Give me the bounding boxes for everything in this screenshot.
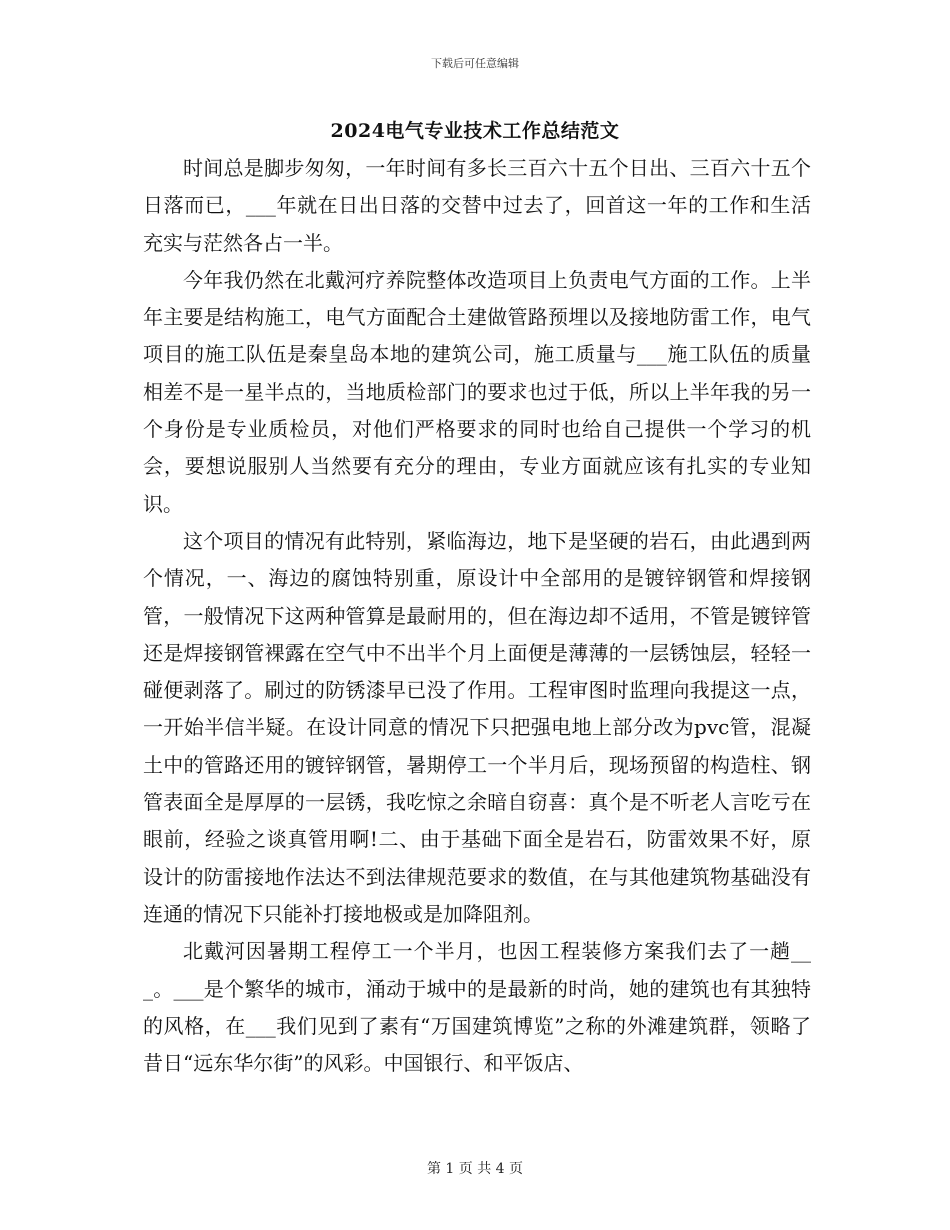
body-paragraph: 这个项目的情况有此特别，紧临海边，地下是坚硬的岩石，由此遇到两个情况，一、海边的腐蚀特别重，原设计中全部用的是镀锌钢管和焊接钢管，一般情况下这两种管算是最耐用的，但在海边却不适用，不管是镀锌管还是焊接钢管裸露在空气中不出半个月上面便是薄薄的一层锈蚀层，轻轻一碰便剥落了。刷过的防锈漆早已没了作用。工程审图时监理向我提这一点，一开始半信半疑。在设计同意的情况下只把强电地上部分改为pvc管，混凝土中的管路还用的镀锌钢管，暑期停工一个半月后，现场预留的构造柱、钢管表面全是厚厚的一层锈，我吃惊之余暗自窃喜：真个是不听老人言吃亏在眼前，经验之谈真管用啊!二、由于基础下面全是岩石，防雷效果不好，原设计的防雷接地作法达不到法律规范要求的数值，在与其他建筑物基础没有连通的情况下只能补打接地极或是加降阻剂。 (143, 528, 811, 926)
page-header-note: 下载后可任意编辑 (431, 57, 519, 70)
body-paragraph: 今年我仍然在北戴河疗养院整体改造项目上负责电气方面的工作。上半年主要是结构施工，电气方面配合土建做管路预埋以及接地防雷工作，电气项目的施工队伍是秦皇岛本地的建筑公司，施工质量与___施工队伍的质量相差不是一星半点的，当地质检部门的要求也过于低，所以上半年我的另一个身份是专业质检员，对他们严格要求的同时也给自己提供一个学习的机会，要想说服别人当然要有充分的理由，专业方面就应该有扎实的专业知识。 (143, 267, 811, 516)
body-paragraph: 北戴河因暑期工程停工一个半月，也因工程装修方案我们去了一趟___。___是个繁华的城市，涌动于城中的是最新的时尚，她的建筑也有其独特的风格，在___我们见到了素有“万国建筑博览”之称的外滩建筑群，领略了昔日“远东华尔街”的风彩。中国银行、和平饭店、 (143, 939, 811, 1076)
document-title: 2024电气专业技术工作总结范文 (330, 120, 620, 142)
body-paragraph: 时间总是脚步匆匆，一年时间有多长三百六十五个日出、三百六十五个日落而已，___年就在日出日落的交替中过去了，回首这一年的工作和生活充实与茫然各占一半。 (143, 156, 811, 255)
page-number-footer: 第 1 页 共 4 页 (426, 1161, 524, 1177)
document-body (143, 150, 811, 1082)
